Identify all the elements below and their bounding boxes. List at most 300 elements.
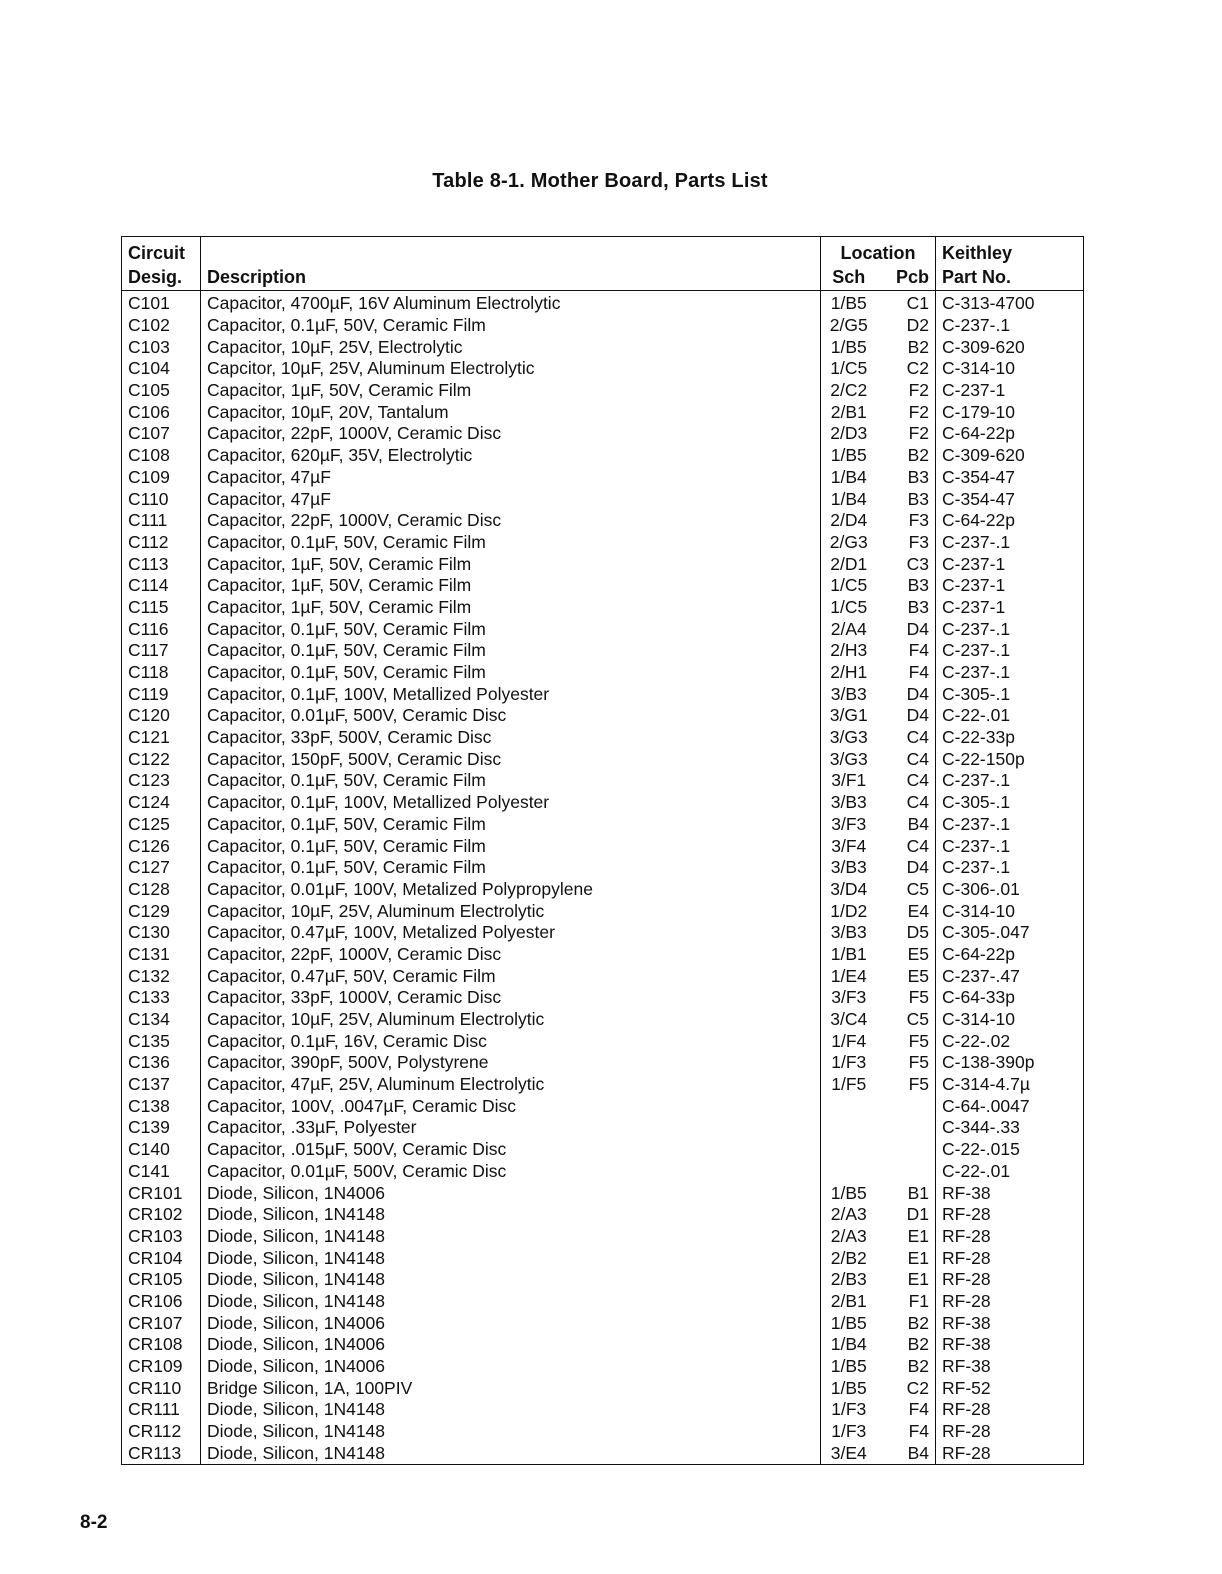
cell-location-sch: 3/F1 [821, 770, 877, 792]
cell-description: Capacitor, 0.1µF, 50V, Ceramic Film [201, 640, 821, 662]
cell-circuit-desig: C131 [128, 943, 170, 964]
cell-location-pcb: F4 [908, 640, 929, 661]
cell-circuit-desig: C130 [128, 922, 170, 943]
cell-location-sch: 1/B4 [821, 1334, 877, 1356]
cell-location-sch: 2/G3 [821, 532, 877, 554]
cell-description: Capacitor, 33pF, 1000V, Ceramic Disc [201, 987, 821, 1009]
cell-location-sch [821, 1139, 877, 1161]
cell-part-no: C-64-.0047 [936, 1095, 1084, 1117]
cell-description: Capacitor, 0.01µF, 500V, Ceramic Disc [201, 1161, 821, 1183]
cell-description: Capacitor, 0.1µF, 100V, Metallized Polyester [201, 683, 821, 705]
cell-location-pcb: C5 [906, 1009, 929, 1030]
cell-location-pcb: B2 [907, 336, 929, 357]
cell-location-sch: 1/F3 [821, 1421, 877, 1443]
cell-location-pcb: E1 [907, 1225, 929, 1246]
table-row [122, 1030, 1084, 1052]
table-row [122, 380, 1084, 402]
cell-description: Diode, Silicon, 1N4148 [201, 1399, 821, 1421]
cell-location-sch [821, 1095, 877, 1117]
cell-location-pcb: C1 [906, 293, 929, 314]
cell-location-pcb: F5 [908, 1030, 929, 1051]
cell-description: Capacitor, .015µF, 500V, Ceramic Disc [201, 1139, 821, 1161]
table-row [122, 1356, 1084, 1378]
cell-description: Capacitor, 0.1µF, 100V, Metallized Polyester [201, 792, 821, 814]
cell-part-no: C-64-22p [936, 423, 1084, 445]
cell-description: Capacitor, 10µF, 20V, Tantalum [201, 401, 821, 423]
cell-description: Capacitor, 1µF, 50V, Ceramic Film [201, 553, 821, 575]
table-row [122, 1442, 1084, 1464]
cell-circuit-desig: CR108 [128, 1334, 183, 1355]
cell-part-no: C-237-.1 [936, 640, 1084, 662]
table-row [122, 944, 1084, 966]
cell-location-sch: 1/C5 [821, 358, 877, 380]
cell-description: Capacitor, 0.1µF, 50V, Ceramic Film [201, 814, 821, 836]
cell-circuit-desig: C139 [128, 1117, 170, 1138]
cell-description: Capacitor, 10µF, 25V, Aluminum Electrolytic [201, 900, 821, 922]
cell-description: Capacitor, 10µF, 25V, Aluminum Electrolytic [201, 1009, 821, 1031]
cell-circuit-desig: C141 [128, 1160, 170, 1181]
cell-location-sch: 2/H3 [821, 640, 877, 662]
cell-part-no: C-313-4700 [936, 291, 1084, 315]
cell-location-pcb [877, 1095, 936, 1117]
table-row [122, 922, 1084, 944]
cell-location-sch: 1/B5 [821, 1312, 877, 1334]
cell-location-sch: 1/C5 [821, 575, 877, 597]
cell-location-pcb: B2 [907, 445, 929, 466]
cell-part-no: C-179-10 [936, 401, 1084, 423]
table-row [122, 1182, 1084, 1204]
table-row [122, 1377, 1084, 1399]
table-row [122, 618, 1084, 640]
cell-location-pcb: E5 [907, 965, 929, 986]
cell-location-pcb: B2 [907, 1334, 929, 1355]
cell-part-no: C-305-.1 [936, 792, 1084, 814]
table-row [122, 291, 1084, 315]
cell-description: Diode, Silicon, 1N4148 [201, 1421, 821, 1443]
cell-location-sch: 3/F3 [821, 987, 877, 1009]
table-row [122, 1269, 1084, 1291]
table-row [122, 575, 1084, 597]
cell-location-pcb: C4 [906, 792, 929, 813]
cell-description: Capcitor, 10µF, 25V, Aluminum Electrolytic [201, 358, 821, 380]
cell-part-no: C-309-620 [936, 445, 1084, 467]
cell-location-sch: 2/D4 [821, 510, 877, 532]
cell-part-no: C-22-33p [936, 727, 1084, 749]
cell-location-pcb: D4 [906, 857, 929, 878]
cell-description: Capacitor, 0.01µF, 500V, Ceramic Disc [201, 705, 821, 727]
cell-circuit-desig: CR111 [128, 1399, 180, 1420]
cell-circuit-desig: C115 [128, 596, 169, 617]
cell-location-sch: 3/F4 [821, 835, 877, 857]
table-row [122, 900, 1084, 922]
cell-description: Capacitor, 0.47µF, 100V, Metalized Polyester [201, 922, 821, 944]
cell-part-no: C-237-.1 [936, 814, 1084, 836]
cell-location-pcb: B1 [907, 1182, 929, 1203]
cell-location-pcb: C4 [906, 727, 929, 748]
cell-location-pcb: E5 [907, 943, 929, 964]
cell-location-sch: 3/B3 [821, 683, 877, 705]
cell-location-sch: 3/B3 [821, 792, 877, 814]
header-pcb: Pcb [877, 264, 936, 291]
cell-location-sch: 2/A3 [821, 1226, 877, 1248]
cell-circuit-desig: C140 [128, 1139, 170, 1160]
cell-part-no: RF-28 [936, 1247, 1084, 1269]
cell-location-sch: 3/G3 [821, 748, 877, 770]
cell-location-pcb: B4 [907, 1442, 929, 1463]
cell-description: Capacitor, 22pF, 1000V, Ceramic Disc [201, 944, 821, 966]
table-row [122, 1139, 1084, 1161]
table-row [122, 1247, 1084, 1269]
cell-location-sch [821, 1117, 877, 1139]
table-row [122, 835, 1084, 857]
table-row [122, 358, 1084, 380]
table-title: Table 8-1. Mother Board, Parts List [432, 170, 768, 192]
cell-circuit-desig: C103 [128, 336, 170, 357]
table-row [122, 792, 1084, 814]
table-row [122, 879, 1084, 901]
page-number: 8-2 [80, 1512, 108, 1533]
cell-circuit-desig: C111 [128, 510, 168, 531]
table-row [122, 445, 1084, 467]
table-row [122, 727, 1084, 749]
cell-location-pcb: D5 [906, 922, 929, 943]
cell-part-no: C-22-.015 [936, 1139, 1084, 1161]
table-row [122, 1421, 1084, 1443]
cell-part-no: C-354-47 [936, 488, 1084, 510]
header-keithley: Keithley [936, 237, 1084, 265]
cell-location-pcb: E1 [907, 1247, 929, 1268]
cell-location-pcb: F4 [908, 1399, 929, 1420]
cell-part-no: C-305-.047 [936, 922, 1084, 944]
cell-location-sch: 1/F4 [821, 1030, 877, 1052]
cell-circuit-desig: C134 [128, 1009, 170, 1030]
cell-location-pcb: D4 [906, 618, 929, 639]
cell-part-no: RF-28 [936, 1204, 1084, 1226]
cell-circuit-desig: C122 [128, 748, 170, 769]
table-row [122, 1204, 1084, 1226]
cell-location-sch [821, 1161, 877, 1183]
cell-part-no: C-64-22p [936, 944, 1084, 966]
cell-circuit-desig: CR103 [128, 1225, 183, 1246]
header-description: Description [201, 264, 821, 291]
table-row [122, 315, 1084, 337]
table-row [122, 423, 1084, 445]
cell-description: Capacitor, 1µF, 50V, Ceramic Film [201, 575, 821, 597]
table-row [122, 597, 1084, 619]
cell-description: Diode, Silicon, 1N4006 [201, 1334, 821, 1356]
cell-circuit-desig: C117 [128, 640, 169, 661]
table-row [122, 1117, 1084, 1139]
cell-location-pcb: B4 [907, 813, 929, 834]
cell-location-pcb [877, 1161, 936, 1183]
cell-part-no: RF-38 [936, 1356, 1084, 1378]
cell-part-no: C-22-.01 [936, 705, 1084, 727]
cell-part-no: C-309-620 [936, 336, 1084, 358]
cell-location-pcb: F4 [908, 662, 929, 683]
cell-description: Diode, Silicon, 1N4148 [201, 1204, 821, 1226]
cell-part-no: C-22-.01 [936, 1161, 1084, 1183]
cell-part-no: C-22-.02 [936, 1030, 1084, 1052]
cell-location-sch: 1/F3 [821, 1399, 877, 1421]
cell-location-pcb: F1 [908, 1290, 929, 1311]
table-header [122, 237, 1084, 291]
cell-circuit-desig: C126 [128, 835, 170, 856]
cell-part-no: RF-28 [936, 1421, 1084, 1443]
table-row [122, 965, 1084, 987]
cell-circuit-desig: C135 [128, 1030, 170, 1051]
cell-location-sch: 2/B3 [821, 1269, 877, 1291]
cell-description: Diode, Silicon, 1N4148 [201, 1442, 821, 1464]
header-part-no: Part No. [936, 264, 1084, 291]
cell-description: Capacitor, .33µF, Polyester [201, 1117, 821, 1139]
cell-part-no: RF-28 [936, 1226, 1084, 1248]
cell-description: Capacitor, 0.47µF, 50V, Ceramic Film [201, 965, 821, 987]
header-location: Location [821, 237, 936, 265]
cell-circuit-desig: CR105 [128, 1269, 183, 1290]
cell-description: Capacitor, 0.1µF, 50V, Ceramic Film [201, 770, 821, 792]
cell-location-sch: 1/B5 [821, 445, 877, 467]
cell-part-no: RF-38 [936, 1312, 1084, 1334]
cell-circuit-desig: C107 [128, 423, 170, 444]
cell-circuit-desig: C112 [128, 531, 169, 552]
cell-circuit-desig: C121 [128, 727, 170, 748]
cell-part-no: RF-38 [936, 1182, 1084, 1204]
cell-part-no: C-64-22p [936, 510, 1084, 532]
cell-location-sch: 1/B5 [821, 336, 877, 358]
cell-location-sch: 3/C4 [821, 1009, 877, 1031]
table-row [122, 510, 1084, 532]
cell-location-pcb: C4 [906, 835, 929, 856]
cell-part-no: C-305-.1 [936, 683, 1084, 705]
cell-description: Bridge Silicon, 1A, 100PIV [201, 1377, 821, 1399]
cell-part-no: C-237-.1 [936, 770, 1084, 792]
cell-location-pcb: B3 [907, 596, 929, 617]
cell-circuit-desig: CR104 [128, 1247, 183, 1268]
cell-circuit-desig: CR109 [128, 1356, 183, 1377]
cell-circuit-desig: C138 [128, 1095, 170, 1116]
cell-part-no: C-306-.01 [936, 879, 1084, 901]
cell-location-sch: 1/D2 [821, 900, 877, 922]
cell-description: Capacitor, 390pF, 500V, Polystyrene [201, 1052, 821, 1074]
cell-location-pcb: E4 [907, 900, 929, 921]
cell-description: Capacitor, 0.01µF, 100V, Metalized Polypropylene [201, 879, 821, 901]
cell-part-no: C-237-.1 [936, 662, 1084, 684]
cell-circuit-desig: C129 [128, 900, 170, 921]
table-row [122, 1312, 1084, 1334]
cell-description: Capacitor, 22pF, 1000V, Ceramic Disc [201, 510, 821, 532]
cell-location-sch: 3/E4 [821, 1442, 877, 1464]
cell-location-sch: 1/E4 [821, 965, 877, 987]
cell-description: Capacitor, 150pF, 500V, Ceramic Disc [201, 748, 821, 770]
table-row [122, 814, 1084, 836]
cell-location-sch: 3/G3 [821, 727, 877, 749]
cell-part-no: C-237-.47 [936, 965, 1084, 987]
table-row [122, 467, 1084, 489]
cell-location-sch: 1/F5 [821, 1074, 877, 1096]
cell-part-no: C-237-.1 [936, 618, 1084, 640]
cell-part-no: C-314-10 [936, 358, 1084, 380]
cell-circuit-desig: C118 [128, 662, 169, 683]
table-row [122, 1334, 1084, 1356]
cell-part-no: C-354-47 [936, 467, 1084, 489]
table-row [122, 1095, 1084, 1117]
header-sch: Sch [821, 264, 877, 291]
cell-location-sch: 2/A4 [821, 618, 877, 640]
cell-description: Capacitor, 47µF [201, 467, 821, 489]
cell-description: Capacitor, 10µF, 25V, Electrolytic [201, 336, 821, 358]
cell-location-sch: 1/B4 [821, 467, 877, 489]
cell-location-pcb: D2 [906, 315, 929, 336]
cell-circuit-desig: C105 [128, 380, 170, 401]
cell-location-sch: 3/B3 [821, 922, 877, 944]
cell-location-sch: 2/A3 [821, 1204, 877, 1226]
cell-location-sch: 2/B1 [821, 1291, 877, 1313]
cell-part-no: C-237-1 [936, 597, 1084, 619]
cell-part-no: C-237-1 [936, 380, 1084, 402]
cell-part-no: C-237-1 [936, 553, 1084, 575]
cell-location-sch: 3/F3 [821, 814, 877, 836]
cell-description: Capacitor, 0.1µF, 16V, Ceramic Disc [201, 1030, 821, 1052]
cell-circuit-desig: C106 [128, 401, 170, 422]
cell-location-pcb: C4 [906, 770, 929, 791]
cell-description: Diode, Silicon, 1N4006 [201, 1356, 821, 1378]
cell-location-pcb: C5 [906, 878, 929, 899]
cell-location-pcb: C2 [906, 358, 929, 379]
table-row [122, 857, 1084, 879]
cell-circuit-desig: CR102 [128, 1204, 183, 1225]
cell-part-no: RF-28 [936, 1269, 1084, 1291]
cell-part-no: C-237-.1 [936, 532, 1084, 554]
table-row [122, 662, 1084, 684]
cell-part-no: C-344-.33 [936, 1117, 1084, 1139]
cell-description: Capacitor, 0.1µF, 50V, Ceramic Film [201, 532, 821, 554]
cell-circuit-desig: C133 [128, 987, 170, 1008]
cell-circuit-desig: C104 [128, 358, 170, 379]
cell-location-pcb: C3 [906, 553, 929, 574]
cell-description: Capacitor, 47µF [201, 488, 821, 510]
cell-location-pcb: F2 [908, 423, 929, 444]
cell-description: Capacitor, 0.1µF, 50V, Ceramic Film [201, 618, 821, 640]
cell-description: Diode, Silicon, 1N4148 [201, 1247, 821, 1269]
cell-location-pcb [877, 1117, 936, 1139]
cell-circuit-desig: C132 [128, 965, 170, 986]
cell-circuit-desig: C136 [128, 1052, 170, 1073]
table-row [122, 1074, 1084, 1096]
cell-circuit-desig: C137 [128, 1074, 170, 1095]
table-row [122, 1226, 1084, 1248]
cell-circuit-desig: C127 [128, 857, 170, 878]
cell-location-sch: 2/G5 [821, 315, 877, 337]
cell-location-pcb: D4 [906, 705, 929, 726]
cell-location-sch: 1/B5 [821, 1356, 877, 1378]
cell-location-pcb: B2 [907, 1356, 929, 1377]
cell-part-no: RF-28 [936, 1442, 1084, 1464]
cell-location-sch: 1/B4 [821, 488, 877, 510]
cell-location-sch: 3/B3 [821, 857, 877, 879]
cell-location-pcb: E1 [907, 1269, 929, 1290]
cell-part-no: C-314-10 [936, 900, 1084, 922]
cell-description: Diode, Silicon, 1N4148 [201, 1269, 821, 1291]
cell-location-sch: 2/D3 [821, 423, 877, 445]
cell-location-pcb: F5 [908, 987, 929, 1008]
cell-location-sch: 2/C2 [821, 380, 877, 402]
cell-part-no: C-314-4.7µ [936, 1074, 1084, 1096]
cell-part-no: RF-38 [936, 1334, 1084, 1356]
table-row [122, 1009, 1084, 1031]
cell-circuit-desig: C108 [128, 445, 170, 466]
cell-description: Diode, Silicon, 1N4148 [201, 1291, 821, 1313]
cell-location-sch: 1/B5 [821, 291, 877, 315]
cell-circuit-desig: C110 [128, 488, 169, 509]
cell-part-no: C-237-1 [936, 575, 1084, 597]
cell-circuit-desig: C120 [128, 705, 170, 726]
cell-description: Capacitor, 33pF, 500V, Ceramic Disc [201, 727, 821, 749]
cell-circuit-desig: CR106 [128, 1290, 183, 1311]
table-row [122, 987, 1084, 1009]
cell-location-sch: 2/H1 [821, 662, 877, 684]
cell-description: Diode, Silicon, 1N4006 [201, 1182, 821, 1204]
cell-location-pcb: F5 [908, 1052, 929, 1073]
cell-description: Capacitor, 0.1µF, 50V, Ceramic Film [201, 315, 821, 337]
cell-description: Capacitor, 620µF, 35V, Electrolytic [201, 445, 821, 467]
cell-circuit-desig: C114 [128, 575, 169, 596]
cell-location-pcb: B3 [907, 488, 929, 509]
cell-circuit-desig: C101 [128, 293, 170, 314]
cell-location-sch: 1/B1 [821, 944, 877, 966]
cell-circuit-desig: C102 [128, 315, 170, 336]
cell-part-no: C-237-.1 [936, 315, 1084, 337]
table-row [122, 336, 1084, 358]
cell-circuit-desig: C116 [128, 618, 169, 639]
cell-location-pcb: F5 [908, 1074, 929, 1095]
table-row [122, 1291, 1084, 1313]
cell-location-pcb [877, 1139, 936, 1161]
cell-location-pcb: F4 [908, 1421, 929, 1442]
table-row [122, 488, 1084, 510]
cell-description: Diode, Silicon, 1N4148 [201, 1226, 821, 1248]
cell-part-no: C-237-.1 [936, 857, 1084, 879]
table-body [122, 291, 1084, 1465]
cell-description: Capacitor, 47µF, 25V, Aluminum Electrolytic [201, 1074, 821, 1096]
cell-part-no: C-138-390p [936, 1052, 1084, 1074]
cell-location-pcb: C2 [906, 1377, 929, 1398]
cell-circuit-desig: C123 [128, 770, 170, 791]
cell-part-no: RF-28 [936, 1399, 1084, 1421]
table-row [122, 1052, 1084, 1074]
cell-circuit-desig: C113 [128, 553, 169, 574]
cell-description: Capacitor, 0.1µF, 50V, Ceramic Film [201, 662, 821, 684]
cell-part-no: C-237-.1 [936, 835, 1084, 857]
cell-description: Capacitor, 100V, .0047µF, Ceramic Disc [201, 1095, 821, 1117]
cell-location-pcb: C4 [906, 748, 929, 769]
cell-location-sch: 2/D1 [821, 553, 877, 575]
cell-location-pcb: F3 [908, 510, 929, 531]
cell-circuit-desig: C128 [128, 878, 170, 899]
cell-circuit-desig: CR110 [128, 1377, 182, 1398]
table-row [122, 770, 1084, 792]
table-row [122, 705, 1084, 727]
table-row [122, 1399, 1084, 1421]
cell-location-pcb: F3 [908, 531, 929, 552]
table-row [122, 1161, 1084, 1183]
table-row [122, 401, 1084, 423]
cell-circuit-desig: C119 [128, 683, 169, 704]
cell-description: Capacitor, 0.1µF, 50V, Ceramic Film [201, 857, 821, 879]
cell-description: Capacitor, 1µF, 50V, Ceramic Film [201, 597, 821, 619]
cell-location-pcb: B2 [907, 1312, 929, 1333]
table-row [122, 532, 1084, 554]
cell-circuit-desig: CR112 [128, 1421, 182, 1442]
